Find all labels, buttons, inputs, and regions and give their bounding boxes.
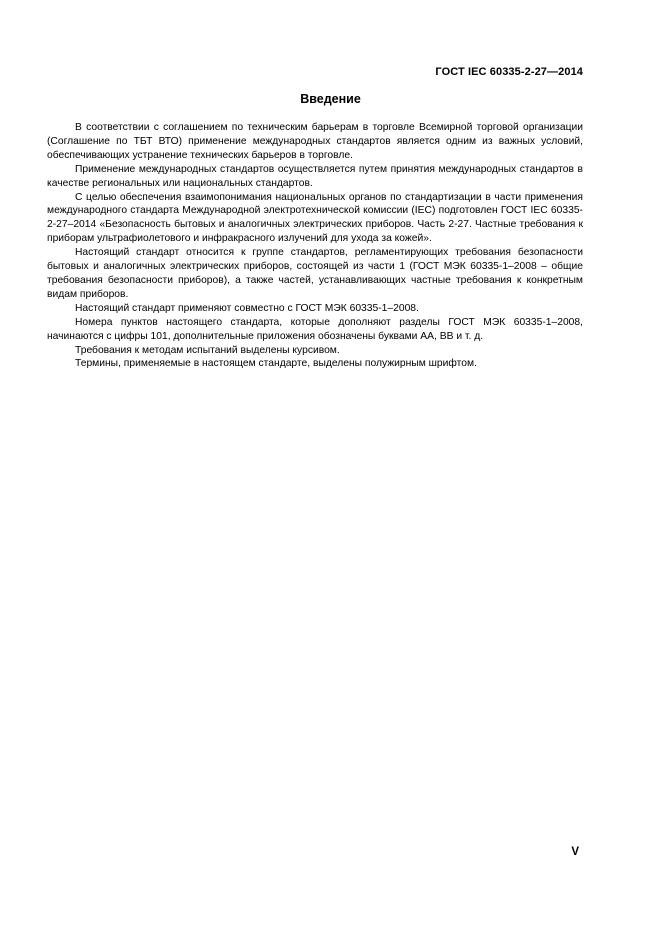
introduction-body (47, 121, 583, 371)
section-title: Введение (300, 92, 361, 106)
standard-code-header: ГОСТ IEC 60335-2-27—2014 (435, 66, 583, 78)
paragraph-scope-group: Настоящий стандарт относится к группе стандартов, регламентирующих требования безопасности бытовых и аналогичных электрических приборов, состоящей из части 1 (ГОСТ МЭК 60335-1–2008 – общие требования безопасности приборов), а также частей, устанавливающих частные требования к конкретным видам приборов. (47, 247, 583, 300)
paragraph-purpose: С целью обеспечения взаимопонимания национальных органов по стандартизации в части применения международного стандарта Международной электротехнической комиссии (IEC) подготовлен ГОСТ IEC 60335-2-27–2014 «Безопасность бытовых и аналогичных электрических приборов. Часть 2-27. Частные требования к приборам ультрафиолетового и инфракрасного излучений для ухода за кожей». (47, 191, 583, 245)
paragraph-clause-numbering: Номера пунктов настоящего стандарта, которые дополняют разделы ГОСТ МЭК 60335-1–2008, начинаются с цифры 101, дополнительные приложения обозначены буквами АА, ВВ и т. д. (47, 316, 583, 342)
paragraph-terms-bold: Термины, применяемые в настоящем стандарте, выделены полужирным шрифтом. (75, 358, 477, 370)
paragraph-tbt-agreement: В соответствии с соглашением по техническим барьерам в торговле Всемирной торговой организации (Соглашение по ТБТ ВТО) применение международных стандартов является одним из важных условий, обеспечивающих устранение технических барьеров в торговле. (47, 122, 583, 161)
paragraph-joint-use: Настоящий стандарт применяют совместно с ГОСТ МЭК 60335-1–2008. (75, 302, 419, 314)
page-number: V (571, 846, 579, 858)
paragraph-international-standards: Применение международных стандартов осуществляется путем принятия международных стандартов в качестве региональных или национальных стандартов. (47, 163, 583, 189)
paragraph-test-methods-italic: Требования к методам испытаний выделены курсивом. (75, 344, 340, 356)
